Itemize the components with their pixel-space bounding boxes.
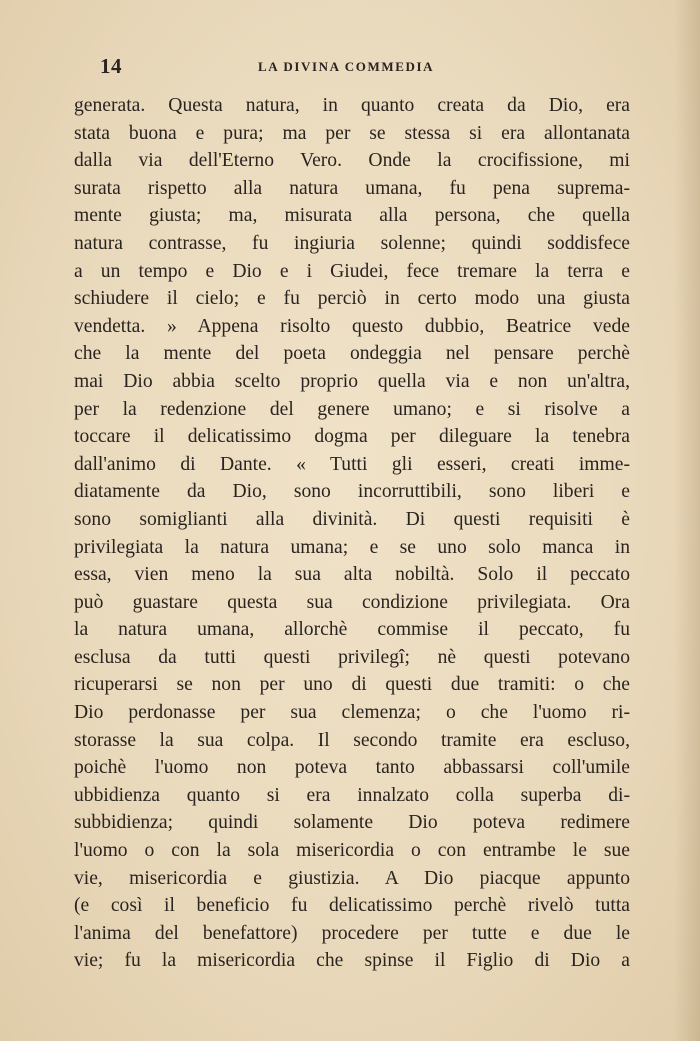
text-line: Dio perdonasse per sua clemenza; o che l'uomo ri- [74, 702, 630, 724]
text-line: esclusa da tutti questi privilegî; nè questi potevano [74, 646, 630, 668]
page-header [0, 54, 700, 84]
text-line: la natura umana, allorchè commise il peccato, fu [74, 619, 630, 641]
text-line: vie, misericordia e giustizia. A Dio piacque appunto [74, 867, 630, 889]
page-edge-shadow [674, 0, 700, 1041]
text-line: essa, vien meno la sua alta nobiltà. Solo il peccato [74, 564, 630, 586]
text-line: vie; fu la misericordia che spinse il Figlio di Dio a [74, 950, 630, 972]
running-title: LA DIVINA COMMEDIA [258, 59, 435, 74]
text-line: surata rispetto alla natura umana, fu pena suprema- [74, 177, 630, 199]
text-line: vendetta. » Appena risolto questo dubbio, Beatrice vede [74, 315, 630, 337]
text-line: mai Dio abbia scelto proprio quella via e non un'altra, [74, 370, 630, 392]
text-line: che la mente del poeta ondeggia nel pensare perchè [74, 343, 630, 365]
text-line: ricuperarsi se non per uno di questi due tramiti: o che [74, 674, 630, 696]
text-line: storasse la sua colpa. Il secondo tramite era escluso, [74, 729, 630, 751]
text-line: ubbidienza quanto si era innalzato colla superba di- [74, 784, 630, 806]
text-line: (e così il beneficio fu delicatissimo perchè rivelò tutta [74, 895, 630, 917]
text-line: l'uomo o con la sola misericordia o con entrambe le sue [74, 840, 630, 862]
text-line: poichè l'uomo non poteva tanto abbassarsi coll'umile [74, 757, 630, 779]
text-line: subbidienza; quindi solamente Dio poteva redimere [74, 812, 630, 834]
text-line: stata buona e pura; ma per se stessa si era allontanata [74, 122, 630, 144]
text-line: natura contrasse, fu ingiuria solenne; quindi soddisfece [74, 232, 630, 254]
text-line: privilegiata la natura umana; e se uno solo manca in [74, 536, 630, 558]
page-number: 14 [100, 54, 122, 78]
text-line: a un tempo e Dio e i Giudei, fece tremare la terra e [74, 260, 630, 282]
text-line: mente giusta; ma, misurata alla persona, che quella [74, 205, 630, 227]
text-line: dall'animo di Dante. « Tutti gli esseri, creati imme- [74, 453, 630, 475]
body-text [74, 92, 630, 975]
text-line: sono somiglianti alla divinità. Di questi requisiti è [74, 508, 630, 530]
text-line: l'anima del benefattore) procedere per tutte e due le [74, 922, 630, 944]
text-line: per la redenzione del genere umano; e si risolve a [74, 398, 630, 420]
text-line: schiudere il cielo; e fu perciò in certo modo una giusta [74, 288, 630, 310]
text-line: toccare il delicatissimo dogma per dileguare la tenebra [74, 426, 630, 448]
text-line: diatamente da Dio, sono incorruttibili, sono liberi e [74, 481, 630, 503]
text-line: può guastare questa sua condizione privilegiata. Ora [74, 591, 630, 613]
text-line: generata. Questa natura, in quanto creata da Dio, era [74, 95, 630, 116]
text-line: dalla via dell'Eterno Vero. Onde la crocifissione, mi [74, 150, 630, 172]
